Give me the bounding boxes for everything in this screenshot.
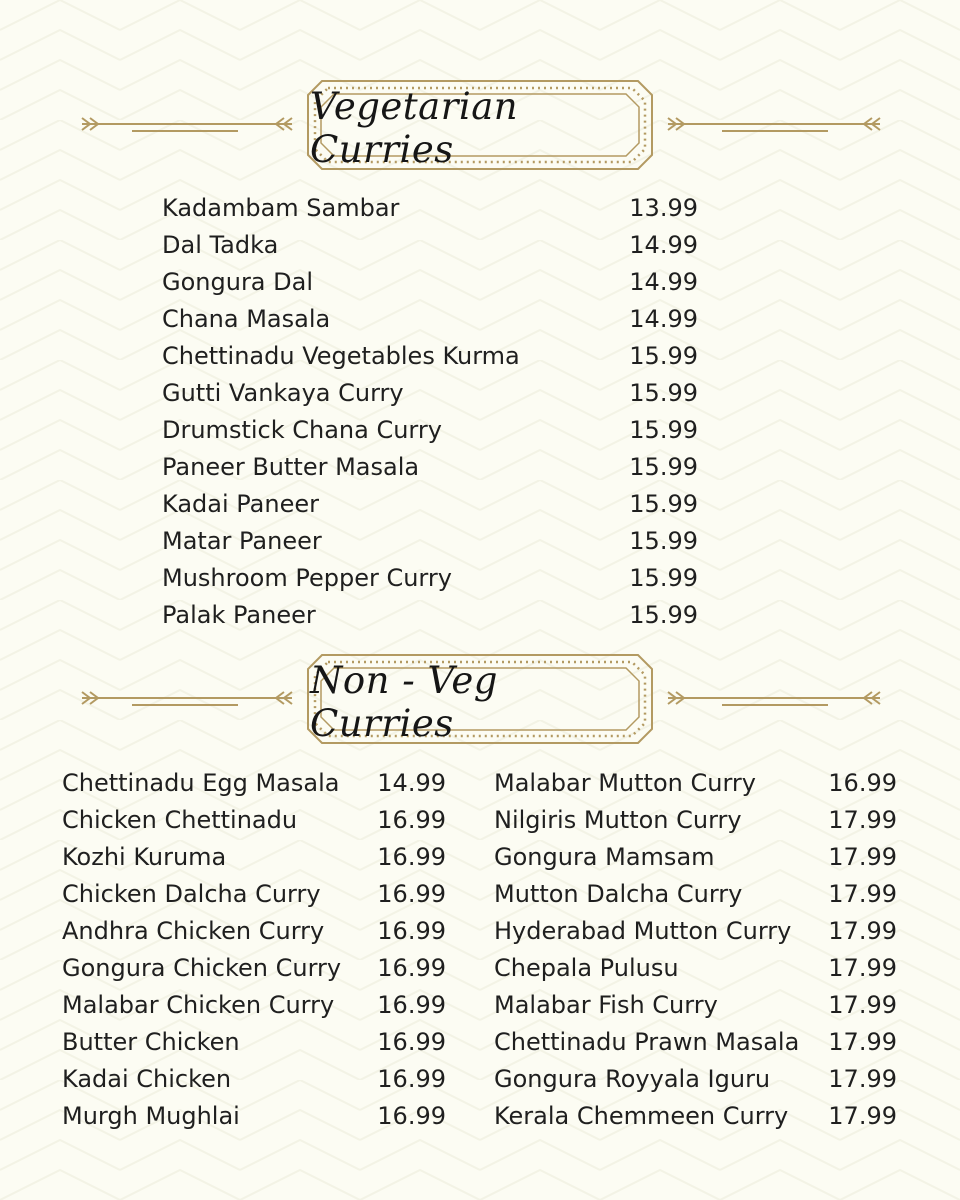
menu-item	[494, 1098, 897, 1135]
menu-item-price: 15.99	[629, 490, 698, 518]
menu-item-name: Butter Chicken	[62, 1028, 240, 1056]
menu-item	[62, 1061, 446, 1098]
menu-item-price: 17.99	[828, 843, 897, 871]
menu-item-name: Gongura Royyala Iguru	[494, 1065, 771, 1093]
menu-item-price: 15.99	[629, 564, 698, 592]
menu-item-name: Mutton Dalcha Curry	[494, 880, 743, 908]
menu-item-name: Andhra Chicken Curry	[62, 917, 325, 945]
menu-item-price: 15.99	[629, 416, 698, 444]
menu-item	[162, 449, 698, 486]
menu-item-price: 13.99	[629, 194, 698, 222]
menu-item-price: 15.99	[629, 601, 698, 629]
nonveg-menu-list-right	[494, 765, 897, 1135]
menu-item	[62, 987, 446, 1024]
menu-item	[62, 802, 446, 839]
menu-item-price: 14.99	[629, 268, 698, 296]
menu-item-name: Chettinadu Egg Masala	[62, 769, 340, 797]
menu-item	[162, 375, 698, 412]
menu-item	[162, 412, 698, 449]
menu-item-price: 16.99	[377, 1028, 446, 1056]
menu-item-name: Matar Paneer	[162, 527, 322, 555]
menu-item-name: Malabar Mutton Curry	[494, 769, 756, 797]
menu-item-price: 15.99	[629, 379, 698, 407]
menu-item	[162, 301, 698, 338]
menu-item	[162, 486, 698, 523]
menu-item	[162, 560, 698, 597]
menu-item-price: 14.99	[377, 769, 446, 797]
menu-item-name: Chettinadu Vegetables Kurma	[162, 342, 520, 370]
menu-item	[162, 227, 698, 264]
menu-item-price: 16.99	[377, 1065, 446, 1093]
menu-item-name: Chana Masala	[162, 305, 331, 333]
menu-item-name: Chepala Pulusu	[494, 954, 679, 982]
menu-item-name: Gongura Mamsam	[494, 843, 715, 871]
menu-item-name: Kozhi Kuruma	[62, 843, 227, 871]
menu-item-price: 15.99	[629, 342, 698, 370]
menu-item	[494, 987, 897, 1024]
menu-item-price: 17.99	[828, 1065, 897, 1093]
menu-item-price: 14.99	[629, 231, 698, 259]
menu-item-price: 17.99	[828, 880, 897, 908]
menu-item-name: Kadai Paneer	[162, 490, 319, 518]
menu-item-name: Malabar Fish Curry	[494, 991, 718, 1019]
menu-item-name: Drumstick Chana Curry	[162, 416, 442, 444]
menu-item	[494, 1024, 897, 1061]
menu-item-name: Chicken Chettinadu	[62, 806, 298, 834]
menu-item-name: Gongura Chicken Curry	[62, 954, 342, 982]
veg-section-header	[0, 78, 960, 178]
menu-item-price: 16.99	[377, 880, 446, 908]
menu-item	[62, 765, 446, 802]
menu-item-price: 17.99	[828, 1102, 897, 1130]
menu-item-name: Kadambam Sambar	[162, 194, 400, 222]
menu-item-price: 15.99	[629, 453, 698, 481]
nonveg-section-header	[0, 652, 960, 752]
veg-section-title: Vegetarian Curries	[310, 85, 519, 171]
menu-item-price: 15.99	[629, 527, 698, 555]
menu-item	[62, 950, 446, 987]
menu-item	[494, 950, 897, 987]
menu-item-price: 17.99	[828, 954, 897, 982]
menu-item-name: Dal Tadka	[162, 231, 279, 259]
menu-item-name: Malabar Chicken Curry	[62, 991, 335, 1019]
menu-item	[162, 190, 698, 227]
menu-item-name: Kadai Chicken	[62, 1065, 232, 1093]
menu-item-price: 16.99	[377, 991, 446, 1019]
nonveg-section-title: Non - Veg Curries	[310, 659, 498, 745]
menu-item	[494, 802, 897, 839]
menu-item-name: Chicken Dalcha Curry	[62, 880, 321, 908]
menu-item-name: Hyderabad Mutton Curry	[494, 917, 792, 945]
menu-item	[162, 597, 698, 634]
menu-item	[162, 523, 698, 560]
menu-item	[494, 1061, 897, 1098]
menu-item-name: Chettinadu Prawn Masala	[494, 1028, 800, 1056]
menu-item-name: Mushroom Pepper Curry	[162, 564, 452, 592]
menu-item-price: 17.99	[828, 806, 897, 834]
menu-item-name: Gongura Dal	[162, 268, 313, 296]
menu-item	[494, 839, 897, 876]
menu-item	[162, 338, 698, 375]
menu-item	[62, 1098, 446, 1135]
menu-item-price: 16.99	[377, 806, 446, 834]
menu-item-price: 16.99	[377, 954, 446, 982]
menu-item	[62, 839, 446, 876]
menu-item-name: Kerala Chemmeen Curry	[494, 1102, 789, 1130]
menu-item-price: 17.99	[828, 917, 897, 945]
menu-item-price: 14.99	[629, 305, 698, 333]
menu-item	[494, 913, 897, 950]
menu-item-name: Palak Paneer	[162, 601, 316, 629]
menu-item	[162, 264, 698, 301]
menu-item-price: 16.99	[377, 917, 446, 945]
menu-item	[62, 876, 446, 913]
menu-item	[62, 913, 446, 950]
menu-item-price: 16.99	[377, 1102, 446, 1130]
menu-item-price: 17.99	[828, 1028, 897, 1056]
menu-item-name: Paneer Butter Masala	[162, 453, 420, 481]
menu-item	[494, 876, 897, 913]
menu-item	[62, 1024, 446, 1061]
menu-item-price: 17.99	[828, 991, 897, 1019]
menu-item-name: Nilgiris Mutton Curry	[494, 806, 742, 834]
menu-item-name: Gutti Vankaya Curry	[162, 379, 404, 407]
menu-item-price: 16.99	[377, 843, 446, 871]
menu-item-name: Murgh Mughlai	[62, 1102, 240, 1130]
menu-item	[494, 765, 897, 802]
nonveg-menu-list-left	[62, 765, 446, 1135]
veg-menu-list	[162, 190, 698, 634]
menu-item-price: 16.99	[828, 769, 897, 797]
